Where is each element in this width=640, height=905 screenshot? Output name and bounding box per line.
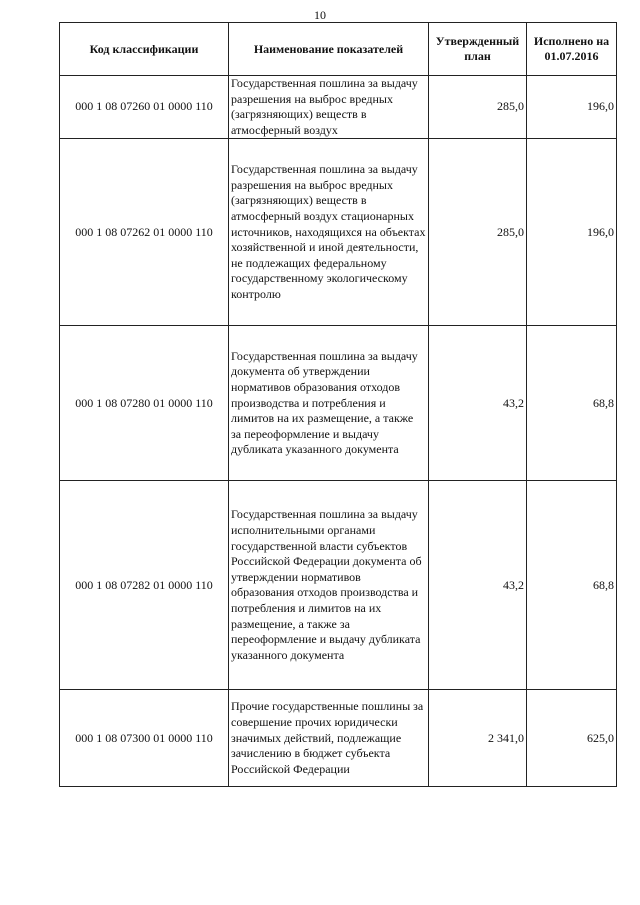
header-executed: Исполнено на 01.07.2016 — [527, 23, 617, 76]
table-row — [60, 481, 617, 690]
classification-code: 000 1 08 07282 01 0000 110 — [60, 481, 229, 690]
revenue-table — [59, 22, 617, 787]
page-number: 10 — [314, 8, 326, 22]
table-row — [60, 76, 617, 139]
indicator-name: Государственная пошлина за выдачу разрешения на выброс вредных (загрязняющих) веществ в атмосферный воздух стационарных источников, находящихся на объектах хозяйственной и иной деятельности, не подлежащих федеральному государственному экологическому контролю — [229, 139, 429, 326]
header-plan: Утвержденный план — [429, 23, 527, 76]
approved-plan-value: 43,2 — [429, 481, 527, 690]
classification-code: 000 1 08 07280 01 0000 110 — [60, 326, 229, 481]
executed-value: 68,8 — [527, 326, 617, 481]
indicator-name: Прочие государственные пошлины за совершение прочих юридически значимых действий, подлежащие зачислению в бюджет субъекта Российской Федерации — [229, 690, 429, 787]
executed-value: 68,8 — [527, 481, 617, 690]
table-row — [60, 326, 617, 481]
indicator-name: Государственная пошлина за выдачу исполнительными органами государственной власти субъектов Российской Федерации документа об утверждении нормативов образования отходов производства и потребления и лимитов на их размещение, а также за переоформление и выдачу дубликата указанного документа — [229, 481, 429, 690]
classification-code: 000 1 08 07262 01 0000 110 — [60, 139, 229, 326]
classification-code: 000 1 08 07260 01 0000 110 — [60, 76, 229, 139]
executed-value: 196,0 — [527, 139, 617, 326]
classification-code: 000 1 08 07300 01 0000 110 — [60, 690, 229, 787]
header-name: Наименование показателей — [229, 23, 429, 76]
table-row — [60, 139, 617, 326]
indicator-name: Государственная пошлина за выдачу документа об утверждении нормативов образования отходов производства и потребления и лимитов на их размещение, а также за переоформление и выдачу дубликата указанного документа — [229, 326, 429, 481]
executed-value: 625,0 — [527, 690, 617, 787]
approved-plan-value: 285,0 — [429, 76, 527, 139]
approved-plan-value: 43,2 — [429, 326, 527, 481]
executed-value: 196,0 — [527, 76, 617, 139]
indicator-name: Государственная пошлина за выдачу разрешения на выброс вредных (загрязняющих) веществ в атмосферный воздух — [229, 76, 429, 139]
table-header-row — [60, 23, 617, 76]
approved-plan-value: 2 341,0 — [429, 690, 527, 787]
header-code: Код классификации — [60, 23, 229, 76]
approved-plan-value: 285,0 — [429, 139, 527, 326]
table-row — [60, 690, 617, 787]
